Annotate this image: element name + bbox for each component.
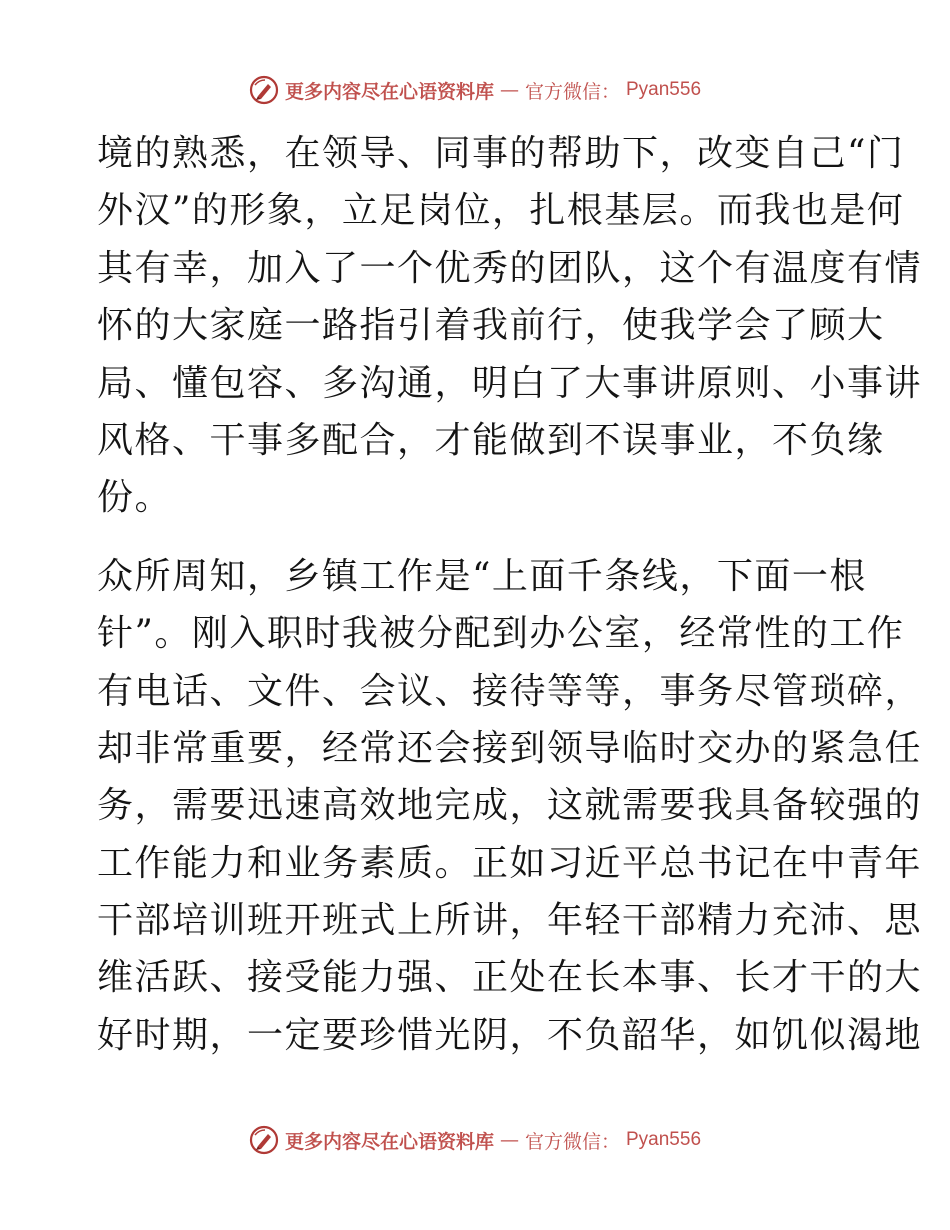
text-line: 有电话、文件、会议、接待等等，事务尽管琐碎， xyxy=(97,670,923,712)
text-line: 怀的大家庭一路指引着我前行，使我学会了顾大 xyxy=(97,305,885,347)
footer-dash: — xyxy=(499,1129,519,1151)
text-line: 境的熟悉，在领导、同事的帮助下，改变自己“门 xyxy=(97,133,905,174)
text-line: 局、懂包容、多沟通，明白了大事讲原则、小事讲 xyxy=(97,362,923,404)
footer-wechat-id: Pyan556 xyxy=(626,1129,702,1150)
paragraph-1 xyxy=(97,125,923,527)
header-wechat-id: Pyan556 xyxy=(626,79,702,100)
pen-logo-icon xyxy=(249,1125,279,1155)
text-line: 份。 xyxy=(97,477,173,519)
text-line: 务，需要迅速高效地完成，这就需要我具备较强的 xyxy=(97,785,923,827)
text-line: 却非常重要，经常还会接到领导临时交办的紧急任 xyxy=(97,727,923,769)
text-line: 风格、干事多配合，才能做到不误事业，不负缘 xyxy=(97,419,885,461)
paragraph-2 xyxy=(97,548,923,1065)
text-line: 工作能力和业务素质。正如习近平总书记在中青年 xyxy=(97,842,923,884)
paragraph-gap xyxy=(97,527,857,548)
text-line: 好时期，一定要珍惜光阴，不负韶华，如饥似渴地 xyxy=(97,1014,923,1056)
pen-logo-icon xyxy=(249,75,279,105)
text-line: 干部培训班开班式上所讲，年轻干部精力充沛、思 xyxy=(97,900,923,942)
text-line: 维活跃、接受能力强、正处在长本事、长才干的大 xyxy=(97,957,923,999)
text-line: 其有幸，加入了一个优秀的团队，这个有温度有情 xyxy=(97,247,923,289)
footer-title: 更多内容尽在心语资料库 xyxy=(284,1130,494,1153)
text-line: 外汉”的形象，立足岗位，扎根基层。而我也是何 xyxy=(97,190,905,232)
header-title: 更多内容尽在心语资料库 xyxy=(284,80,494,103)
document-body xyxy=(97,125,923,1064)
footer-wechat-label: 官方微信： xyxy=(524,1130,620,1153)
header-banner xyxy=(0,72,950,108)
header-dash: — xyxy=(499,79,519,101)
header-wechat-label: 官方微信： xyxy=(524,80,620,103)
text-line: 众所周知，乡镇工作是“上面千条线，下面一根 xyxy=(97,555,867,597)
text-line: 针”。刚入职时我被分配到办公室，经常性的工作 xyxy=(97,613,905,655)
footer-banner xyxy=(0,1122,950,1158)
